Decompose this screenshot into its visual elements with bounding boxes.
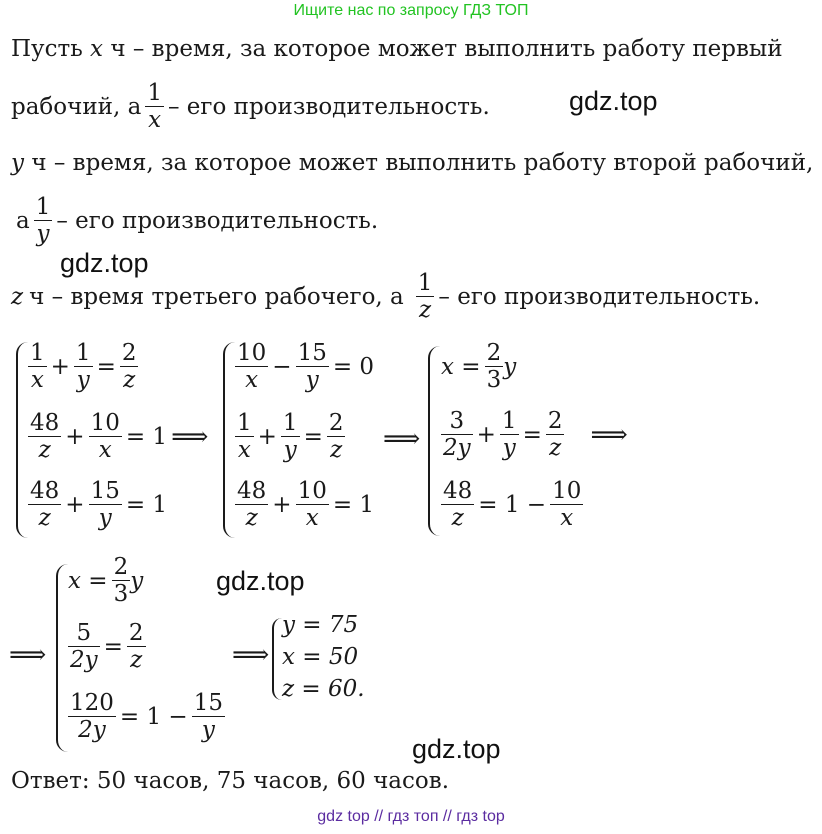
watermark: gdz.top: [412, 734, 501, 764]
text: рабочий, а: [11, 93, 142, 120]
implies-arrow: ⟹: [9, 640, 47, 670]
top-banner: Ищите нас по запросу ГДЗ ТОП: [293, 2, 529, 19]
text-line-2: [11, 80, 490, 134]
brace: [272, 618, 282, 700]
fraction-1-over-z: $\frac{1}{z}$: [417, 270, 433, 324]
bottom-banner: gdz top // гдз топ // гдз top: [317, 808, 505, 825]
text: Пусть: [11, 36, 83, 62]
answer-z: z = 60.: [282, 676, 365, 702]
system4-eq1: x = $\frac{2}{3}$ y: [68, 554, 144, 608]
variable-x: x: [90, 36, 104, 62]
answer-text: Ответ: 50 часов, 75 часов, 60 часов.: [11, 768, 449, 794]
implies-arrow: ⟹: [232, 640, 270, 670]
system2-eq3: $\frac{48}{z}$ + $\frac{10}{x}$ = 1: [237, 478, 375, 532]
text: – его производительность.: [56, 207, 379, 234]
text-line-1: [11, 36, 783, 62]
system2-eq1: $\frac{10}{x}$ − $\frac{15}{y}$ = 0: [237, 340, 375, 394]
text-line-5: [11, 270, 760, 324]
fraction-1-over-y: $\frac{1}{y}$: [35, 194, 51, 248]
variable-z: z: [11, 283, 24, 310]
system1-eq2: $\frac{48}{z}$ + $\frac{10}{x}$ = 1 ⟹: [30, 410, 209, 464]
brace: [16, 342, 28, 538]
implies-arrow: ⟹: [383, 424, 421, 454]
text-line-3: [11, 150, 813, 176]
text: – его производительность.: [438, 283, 761, 310]
text-line-4: [16, 194, 378, 248]
system3-eq1: x = $\frac{2}{3}$ y: [441, 340, 517, 394]
system2-eq2: $\frac{1}{x}$ + $\frac{1}{y}$ = $\frac{2}{z}$: [237, 410, 344, 464]
brace: [223, 342, 235, 538]
watermark: gdz.top: [569, 86, 658, 116]
brace: [428, 346, 440, 536]
system3-eq2: $\frac{3}{2y}$ + $\frac{1}{y}$ = $\frac{2}{z}$ ⟹: [443, 408, 628, 462]
variable-y: y: [11, 150, 24, 176]
text: – его производительность.: [167, 93, 490, 120]
brace: [56, 564, 68, 752]
text: ч – время, за которое может выполнить работу первый: [110, 36, 783, 62]
system1-eq1: $\frac{1}{x}$ + $\frac{1}{y}$ = $\frac{2}{z}$: [30, 340, 137, 394]
watermark: gdz.top: [60, 248, 149, 278]
implies-arrow: ⟹: [590, 419, 628, 450]
text: ч – время, за которое может выполнить работу второй рабочий,: [31, 150, 814, 176]
system4-eq3: $\frac{120}{2y}$ = 1 − $\frac{15}{y}$: [70, 690, 223, 744]
answer-x: x = 50: [282, 644, 359, 670]
implies-arrow: ⟹: [171, 421, 209, 452]
text: а: [16, 207, 30, 234]
system4-eq2: $\frac{5}{2y}$ = $\frac{2}{z}$: [70, 620, 144, 674]
watermark: gdz.top: [216, 566, 305, 596]
system3-eq3: $\frac{48}{z}$ = 1 − $\frac{10}{x}$: [443, 478, 582, 532]
fraction-1-over-x: $\frac{1}{x}$: [147, 80, 162, 134]
answer-y: y = 75: [282, 612, 359, 638]
system1-eq3: $\frac{48}{z}$ + $\frac{15}{y}$ = 1: [30, 478, 168, 532]
text: ч – время третьего рабочего, а: [29, 283, 404, 310]
